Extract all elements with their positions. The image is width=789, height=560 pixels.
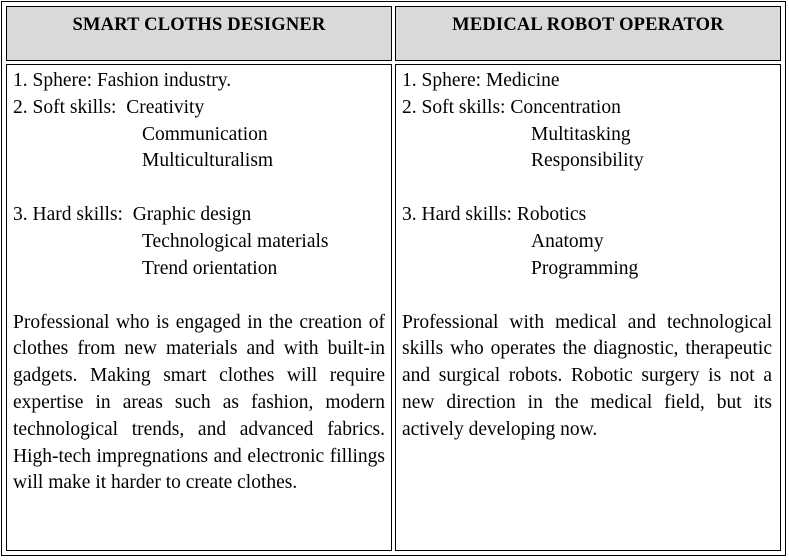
soft-skills-line [13, 95, 385, 122]
hard-skill-item: Graphic design [132, 204, 252, 226]
hard-skill-item: Trend orientation [142, 257, 278, 279]
spacer [402, 175, 772, 202]
hard-skill-item: Robotics [516, 204, 587, 226]
hard-skills-label: 3. Hard skills: [402, 204, 512, 226]
spacer [402, 283, 772, 310]
soft-skill-item: Multitasking [531, 123, 631, 145]
soft-skills-label: 2. Soft skills: [402, 96, 506, 118]
smart-cloths-designer-details [6, 64, 392, 551]
hard-skills-line [402, 202, 772, 229]
header-row [6, 6, 781, 61]
hard-skill-item: Programming [531, 257, 639, 279]
column-header-smart-cloths-designer: SMART CLOTHS DESIGNER [6, 6, 392, 61]
spacer [13, 175, 385, 202]
spacer [13, 283, 385, 310]
soft-skill-item: Communication [142, 123, 268, 145]
medical-robot-operator-details [395, 64, 781, 551]
hard-skills-line [13, 202, 385, 229]
body-row [6, 64, 781, 551]
soft-skill-item: Multiculturalism [142, 150, 274, 172]
soft-skill-item: Responsibility [531, 150, 644, 172]
professions-table [3, 3, 784, 554]
soft-skill-item: Creativity [126, 96, 205, 118]
hard-skill-item: Technological materials [142, 230, 329, 252]
description-paragraph: Professional with medical and technological skills who operates the diagnostic, therapeutic and surgical robots. Robotic surgery is not a new direction in the medical field, but its actively developing now. [402, 311, 772, 440]
hard-skill-item: Anatomy [531, 230, 604, 252]
sphere-line: 1. Sphere: Fashion industry. [13, 70, 232, 91]
soft-skills-line [402, 95, 772, 122]
sphere-line: 1. Sphere: Medicine [402, 70, 560, 91]
description-paragraph: Professional who is engaged in the creation of clothes from new materials and with built-in gadgets. Making smart clothes will require expertise in areas such as fashion, modern technological trends, and advanced fabrics. High-tech impregnations and electronic fillings will make it harder to create clothes. [13, 311, 385, 494]
soft-skills-label: 2. Soft skills: [13, 96, 117, 118]
soft-skill-item: Concentration [510, 96, 621, 118]
column-header-medical-robot-operator: MEDICAL ROBOT OPERATOR [395, 6, 781, 61]
hard-skills-label: 3. Hard skills: [13, 204, 123, 226]
